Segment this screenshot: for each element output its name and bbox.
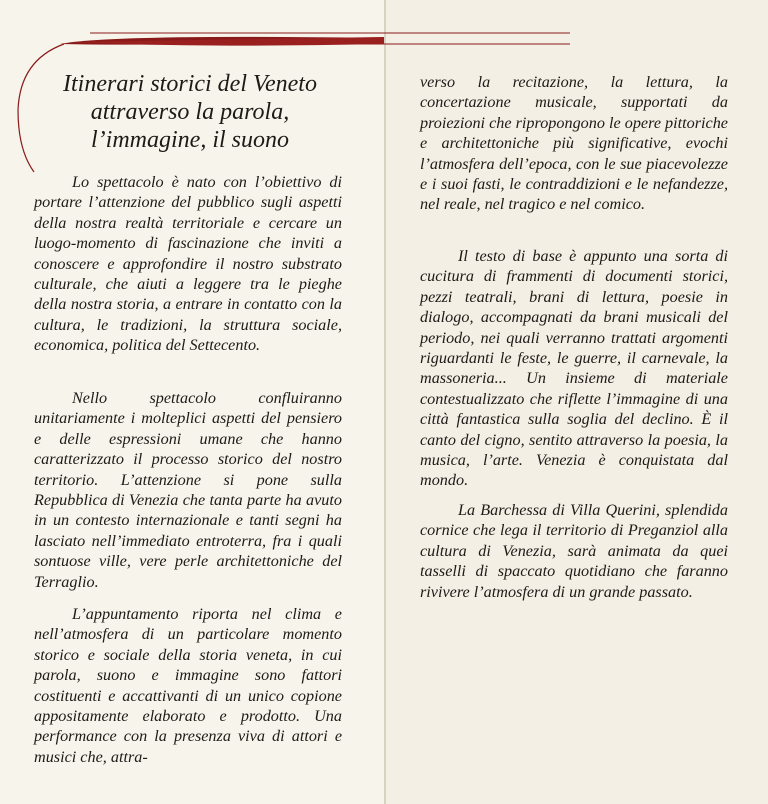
paragraph-spettacolo: Nello spettacolo confluiranno unitariamente i molteplici aspetti del pensiero e delle espressioni umane che hanno caratterizzato il processo storico del nostro territorio. L’attenzione si pone sulla Repubblica di Venezia che tanta parte ha avuto in un contesto internazionale e tanti segni ha lasciato nell’immediato entroterra, fra i quali sontuose ville, vere perle architettoniche del Terraglio. (34, 389, 342, 591)
paragraph-testo: Il testo di base è appunto una sorta di cucitura di frammenti di documenti storici, pezzi teatrali, brani di lettura, poesie in dialogo, accompagnati da brani musicali del periodo, nei quali verranno trattati argomenti riguardanti le feste, le guerre, il carnevale, la massoneria... Un insieme di materiale contestualizzato che riflette l’immagine di una città fantastica sulla soglia del declino. È il canto del cigno, sentito attraverso la poesia, la musica, l’arte. Venezia è conquistata dal mondo. (420, 247, 728, 490)
paragraph-appuntamento: L’appuntamento riporta nel clima e nell’atmosfera di un particolare momento storico e sociale della storia veneta, in cui parola, suono e immagine sono fattori costituenti e accattivanti di un unico copione appositamente elaborato e prodotto. Una performance con la presenza viva di attori e musici che, attra- (34, 605, 342, 766)
page-title (40, 70, 340, 154)
title-line-3: l’immagine, il suono (91, 127, 289, 153)
title-line-1: Itinerari storici del Veneto (63, 71, 317, 97)
paragraph-intro: Lo spettacolo è nato con l’obiettivo di portare l’attenzione del pubblico sugli aspetti della nostra realtà territoriale e cercare un luogo-momento di fascinazione che inviti a conoscere e approfondire il nostro substrato culturale, che aiuti a leggere tra le pieghe della nostra storia, a entrare in contatto con la cultura, le tradizioni, la struttura sociale, economica, politica del Settecento. (34, 173, 342, 355)
paragraph-continuation: verso la recitazione, la lettura, la concertazione musicale, supportati da proiezioni che ripropongono le opere pittoriche e architettoniche più significative, evochi l’atmosfera dell’epoca, con le sue piacevolezze e i suoi fasti, le contraddizioni e le nefandezze, nel reale, nel tragico e nel comico. (420, 73, 728, 214)
paragraph-barchessa: La Barchessa di Villa Querini, splendida cornice che lega il territorio di Preganziol alla cultura di Venezia, sarà animata da quei tasselli di spaccato quotidiano che faranno rivivere l’atmosfera di un grande passato. (420, 501, 728, 601)
title-line-2: attraverso la parola, (90, 99, 290, 125)
